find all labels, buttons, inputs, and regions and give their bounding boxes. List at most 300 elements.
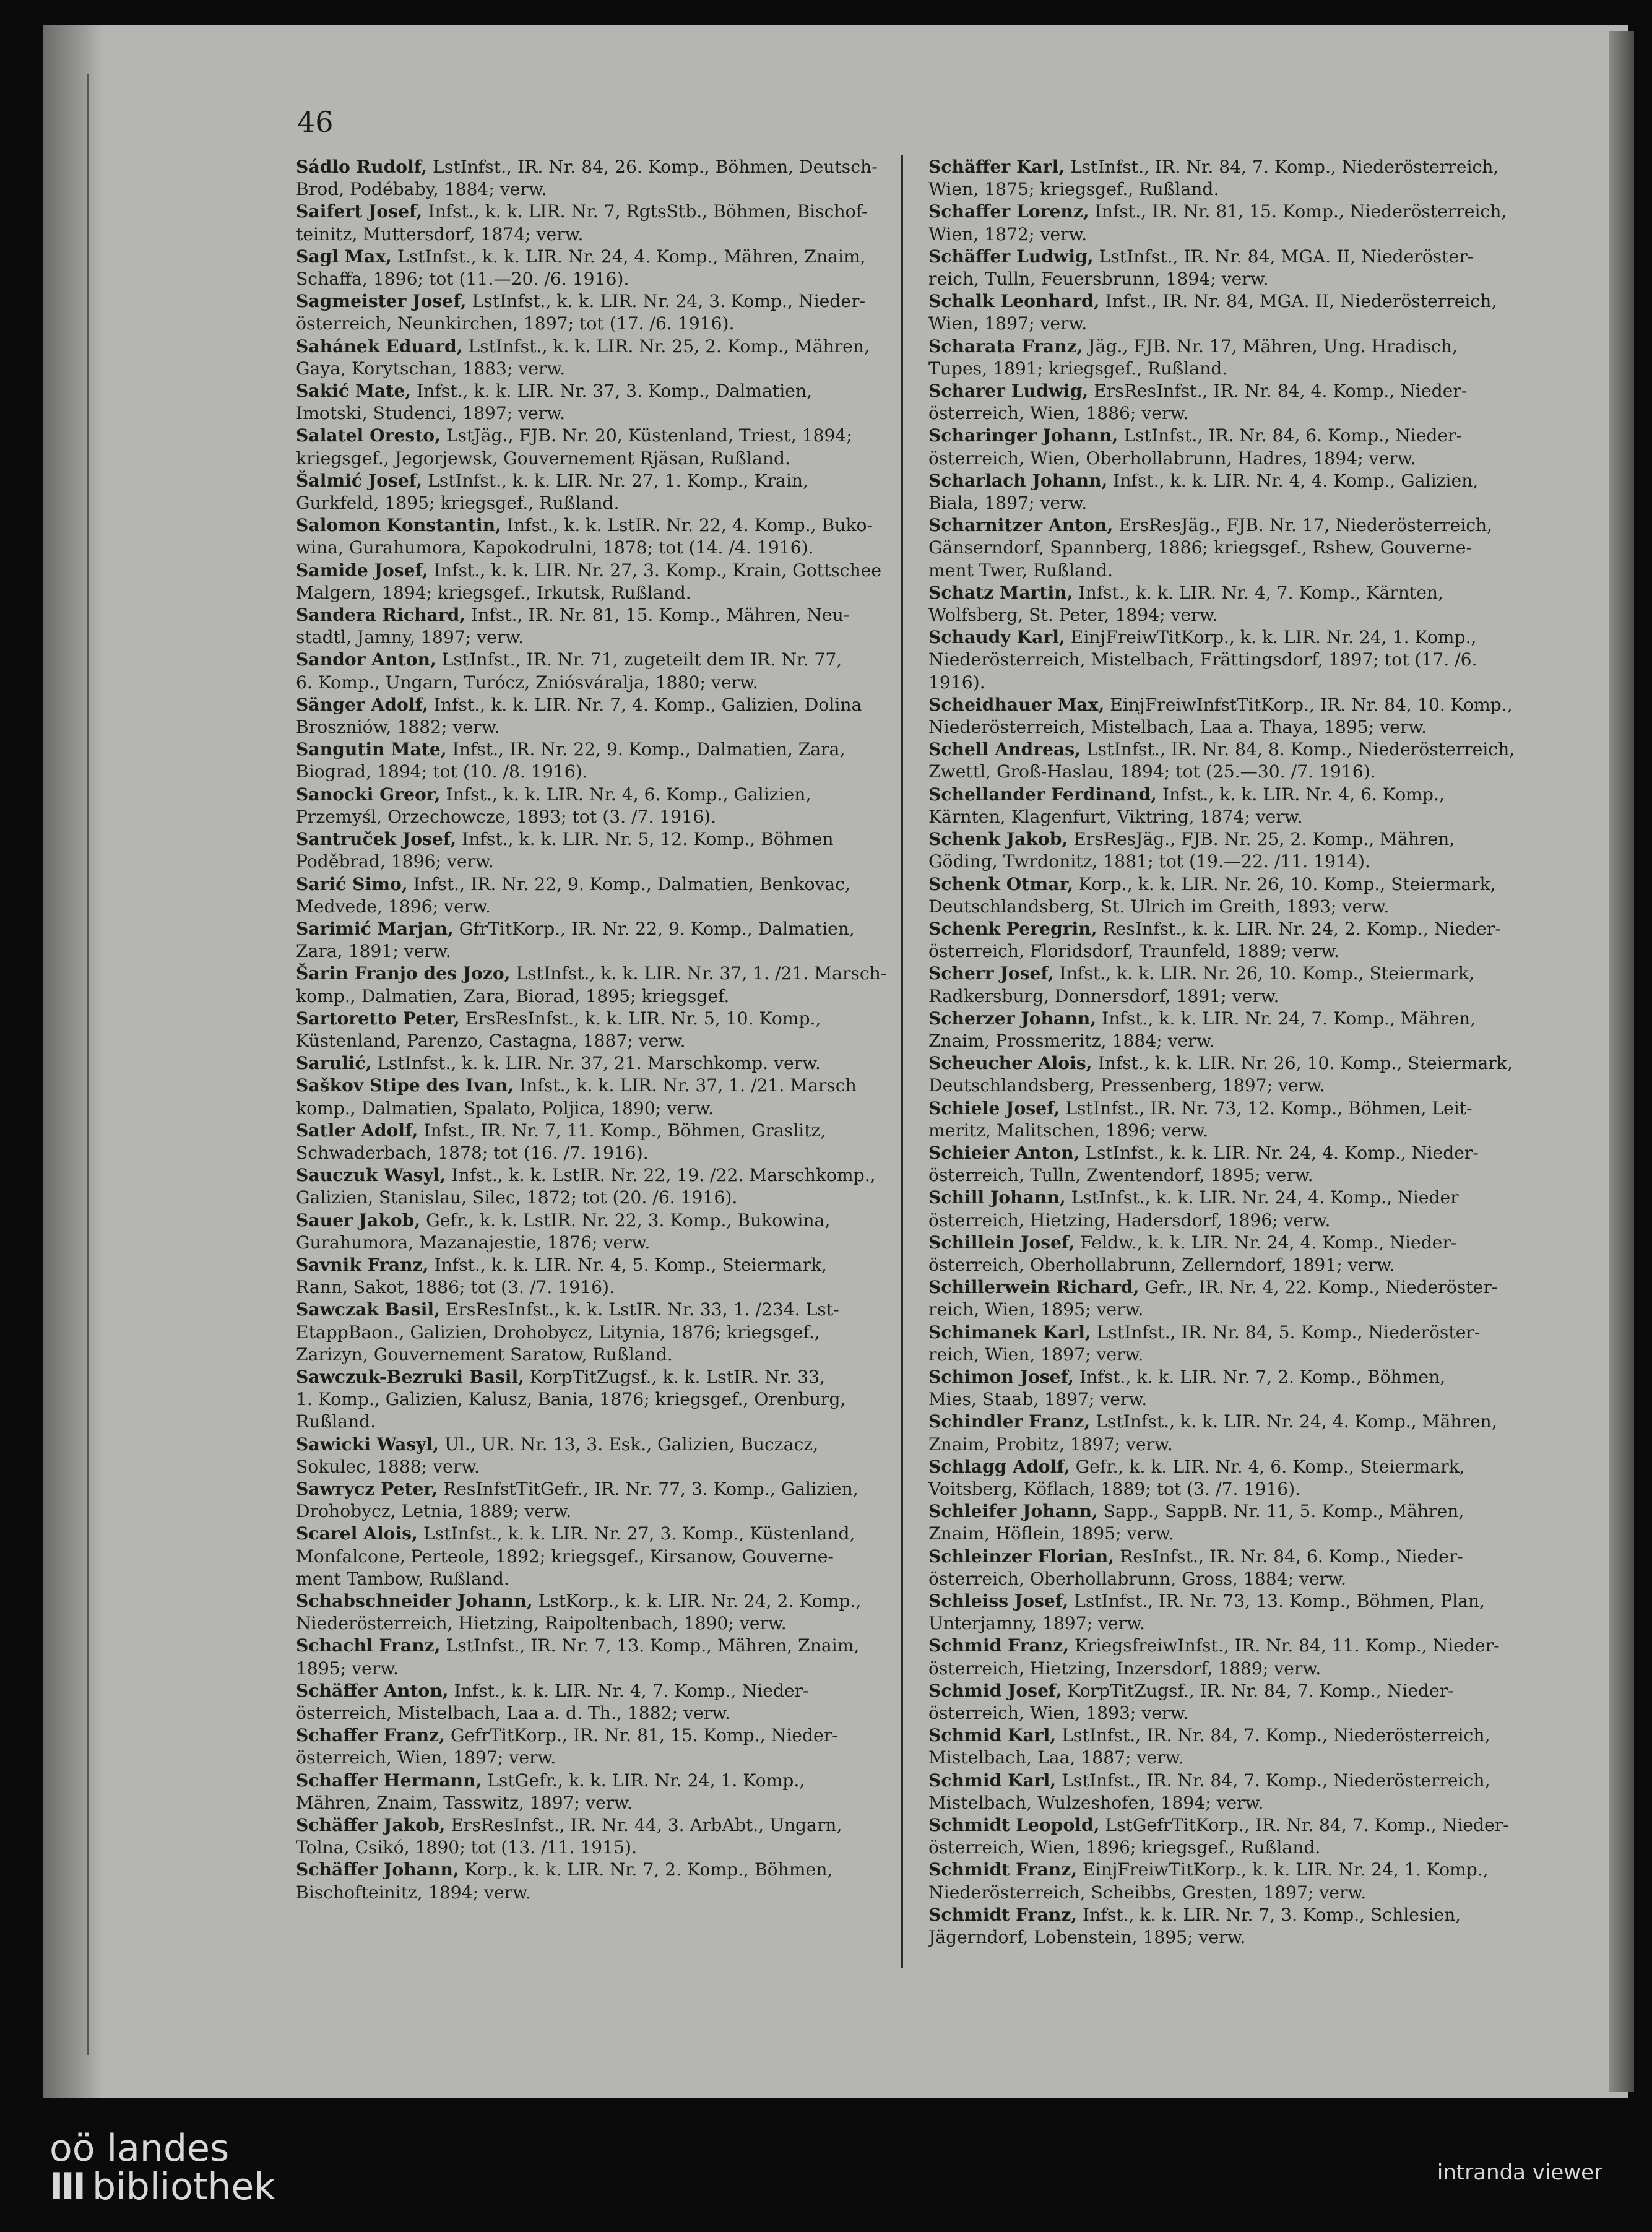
register-entry: [296, 290, 902, 335]
register-entry: [296, 201, 902, 245]
entry-text: ResInfstTitGefr., IR. Nr. 77, 3. Komp., Galizien,: [443, 1478, 858, 1499]
entry-text: Infst., k. k. LstIR. Nr. 22, 4. Komp., Buko-: [506, 515, 873, 536]
entry-name: Sawczuk-Bezruki Basil,: [296, 1366, 524, 1387]
entry-text: Infst., k. k. LIR. Nr. 27, 3. Komp., Krain, Gottschee: [433, 560, 882, 581]
entry-text: Infst., k. k. LIR. Nr. 5, 12. Komp., Böhmen: [462, 829, 834, 850]
register-entry: [928, 246, 1535, 290]
register-entry: [296, 335, 902, 380]
entry-continuation: 1895; verw.: [296, 1658, 399, 1679]
entry-continuation: Deutschlandsberg, Pressenberg, 1897; verw.: [928, 1075, 1325, 1096]
page-edge: [1609, 31, 1634, 2092]
register-entry: [928, 1680, 1535, 1724]
entry-text: ErsResInfst., IR. Nr. 84, 4. Komp., Nieder-: [1094, 381, 1468, 402]
register-entry: [928, 1456, 1535, 1500]
logo-line1: oö landes: [50, 2127, 230, 2170]
entry-continuation: Rann, Sakot, 1886; tot (3. /7. 1916).: [296, 1277, 615, 1298]
entry-text: EinjFreiwTitKorp., k. k. LIR. Nr. 24, 1. Komp.,: [1083, 1859, 1489, 1880]
entry-name: Schellander Ferdinand,: [928, 784, 1157, 805]
entry-text: Infst., k. k. LIR. Nr. 7, 3. Komp., Schlesien,: [1083, 1904, 1461, 1925]
entry-continuation: Unterjamny, 1897; verw.: [928, 1613, 1145, 1634]
entry-continuation: österreich, Floridsdorf, Traunfeld, 1889; verw.: [928, 941, 1339, 962]
entry-name: Sauczuk Wasyl,: [296, 1165, 446, 1186]
entry-text: Infst., k. k. LIR. Nr. 7, 4. Komp., Galizien, Dolina: [433, 694, 862, 715]
entry-continuation: stadtl, Jamny, 1897; verw.: [296, 627, 524, 648]
entry-text: EinjFreiwTitKorp., k. k. LIR. Nr. 24, 1. Komp.,: [1070, 627, 1477, 648]
logo-bars-icon: III: [50, 2165, 84, 2208]
entry-text: ErsResJäg., FJB. Nr. 25, 2. Komp., Mähren,: [1073, 829, 1455, 850]
entry-text: Gefr., IR. Nr. 4, 22. Komp., Niederöster-: [1144, 1277, 1498, 1298]
left-column: [296, 156, 902, 1904]
entry-continuation: Niederösterreich, Scheibbs, Gresten, 1897; verw.: [928, 1882, 1367, 1903]
entry-name: Schäffer Ludwig,: [928, 246, 1094, 267]
register-entry: [928, 694, 1535, 738]
entry-continuation: Znaim, Höflein, 1895; verw.: [928, 1523, 1174, 1544]
register-entry: [296, 1523, 902, 1590]
register-entry: [296, 962, 902, 1007]
entry-continuation: Drohobycz, Letnia, 1889; verw.: [296, 1501, 572, 1522]
register-entry: [296, 784, 902, 828]
entry-continuation: Zarizyn, Gouvernement Saratow, Rußland.: [296, 1344, 673, 1365]
register-entry: [928, 335, 1535, 380]
entry-continuation: österreich, Neunkirchen, 1897; tot (17. /6. 1916).: [296, 313, 735, 334]
entry-continuation: Znaim, Prossmeritz, 1884; verw.: [928, 1030, 1215, 1051]
register-entry: [928, 1904, 1535, 1949]
entry-continuation: Broszniów, 1882; verw.: [296, 717, 500, 738]
entry-name: Salomon Konstantin,: [296, 515, 501, 536]
entry-continuation: österreich, Wien, 1886; verw.: [928, 403, 1189, 424]
register-entry: [296, 1680, 902, 1724]
entry-name: Sawicki Wasyl,: [296, 1434, 439, 1455]
entry-name: Schmid Karl,: [928, 1725, 1057, 1746]
entry-text: ErsResInfst., IR. Nr. 44, 3. ArbAbt., Ungarn,: [451, 1815, 842, 1836]
entry-text: Infst., k. k. LIR. Nr. 26, 10. Komp., Steiermark,: [1097, 1053, 1513, 1074]
viewer-label[interactable]: intranda viewer: [1437, 2160, 1602, 2185]
entry-continuation: Mies, Staab, 1897; verw.: [928, 1389, 1148, 1410]
entry-continuation: österreich, Wien, 1896; kriegsgef., Rußland.: [928, 1837, 1321, 1858]
entry-name: Sagmeister Josef,: [296, 291, 467, 312]
entry-text: LstJäg., FJB. Nr. 20, Küstenland, Triest, 1894;: [446, 425, 852, 446]
register-entry: [296, 738, 902, 783]
entry-continuation: Deutschlandsberg, St. Ulrich im Greith, 1893; verw.: [928, 896, 1390, 917]
entry-continuation: 1. Komp., Galizien, Kalusz, Bania, 1876; kriegsgef., Orenburg,: [296, 1389, 846, 1410]
register-entry: [928, 1142, 1535, 1187]
entry-name: Scharinger Johann,: [928, 425, 1118, 446]
entry-name: Scherr Josef,: [928, 963, 1054, 984]
entry-text: Korp., k. k. LIR. Nr. 26, 10. Komp., Steiermark,: [1079, 873, 1496, 894]
entry-continuation: österreich, Hietzing, Inzersdorf, 1889; verw.: [928, 1658, 1321, 1679]
entry-name: Schindler Franz,: [928, 1411, 1091, 1432]
entry-text: Infst., IR. Nr. 81, 15. Komp., Niederösterreich,: [1094, 201, 1507, 222]
entry-text: LstInfst., IR. Nr. 84, 7. Komp., Niederösterreich,: [1070, 157, 1499, 177]
register-entry: [296, 1120, 902, 1164]
entry-text: KriegsfreiwInfst., IR. Nr. 84, 11. Komp., Nieder-: [1074, 1635, 1500, 1656]
entry-text: LstKorp., k. k. LIR. Nr. 24, 2. Komp.,: [538, 1591, 862, 1611]
entry-name: Schaudy Karl,: [928, 627, 1065, 648]
entry-continuation: 1916).: [928, 672, 985, 693]
register-entry: [296, 1164, 902, 1209]
register-entry: [928, 1097, 1535, 1142]
entry-continuation: Wien, 1875; kriegsgef., Rußland.: [928, 179, 1219, 200]
entry-text: LstInfst., k. k. LIR. Nr. 24, 4. Komp., Mähren, Znaim,: [397, 246, 866, 267]
entry-text: Gefr., k. k. LIR. Nr. 4, 6. Komp., Steiermark,: [1075, 1456, 1465, 1477]
entry-continuation: Rußland.: [296, 1411, 376, 1432]
entry-name: Schaffer Lorenz,: [928, 201, 1089, 222]
entry-text: Infst., k. k. LIR. Nr. 4, 6. Komp.,: [1162, 784, 1445, 805]
entry-continuation: reich, Tulln, Feuersbrunn, 1894; verw.: [928, 269, 1269, 290]
entry-text: LstInfst., k. k. LIR. Nr. 25, 2. Komp., Mähren,: [468, 335, 870, 357]
register-entry: [928, 1724, 1535, 1769]
entry-text: LstInfst., IR. Nr. 84, 26. Komp., Böhmen, Deutsch-: [433, 157, 878, 177]
entry-name: Savnik Franz,: [296, 1254, 429, 1275]
right-column: [928, 156, 1535, 1949]
register-entry: [928, 380, 1535, 425]
entry-name: Schatz Martin,: [928, 582, 1073, 603]
entry-text: LstInfst., IR. Nr. 71, zugeteilt dem IR. Nr. 77,: [441, 649, 842, 670]
register-entry: [928, 626, 1535, 694]
entry-text: LstInfst., IR. Nr. 84, MGA. II, Niederöster-: [1099, 246, 1474, 267]
entry-name: Schäffer Jakob,: [296, 1815, 446, 1836]
entry-text: KorpTitZugsf., IR. Nr. 84, 7. Komp., Nieder-: [1067, 1680, 1454, 1701]
register-entry: [928, 1546, 1535, 1590]
entry-name: Schillein Josef,: [928, 1232, 1075, 1253]
register-entry: [296, 1859, 902, 1903]
register-entry: [928, 1590, 1535, 1635]
register-entry: [296, 380, 902, 425]
entry-name: Sawrycz Peter,: [296, 1478, 438, 1499]
entry-continuation: Wien, 1872; verw.: [928, 223, 1088, 244]
page-binding: [43, 25, 102, 2098]
register-entry: [928, 784, 1535, 828]
register-entry: [928, 1770, 1535, 1814]
register-entry: [928, 1008, 1535, 1052]
entry-text: Sapp., SappB. Nr. 11, 5. Komp., Mähren,: [1103, 1501, 1464, 1522]
entry-continuation: Mistelbach, Laa, 1887; verw.: [928, 1747, 1184, 1768]
entry-continuation: ment Tambow, Rußland.: [296, 1568, 509, 1589]
entry-text: Infst., k. k. LIR. Nr. 4, 6. Komp., Galizien,: [446, 784, 811, 805]
entry-name: Satler Adolf,: [296, 1120, 418, 1141]
entry-continuation: Mistelbach, Wulzeshofen, 1894; verw.: [928, 1792, 1264, 1813]
entry-continuation: Kärnten, Klagenfurt, Viktring, 1874; verw.: [928, 806, 1303, 827]
entry-name: Schenk Otmar,: [928, 873, 1074, 894]
entry-name: Schaffer Hermann,: [296, 1770, 482, 1791]
entry-continuation: Niederösterreich, Hietzing, Raipoltenbach, 1890; verw.: [296, 1613, 787, 1634]
entry-name: Scharlach Johann,: [928, 470, 1108, 491]
entry-text: ErsResInfst., k. k. LstIR. Nr. 33, 1. /234. Lst-: [445, 1299, 839, 1320]
entry-name: Schenk Peregrin,: [928, 918, 1097, 939]
entry-continuation: Znaim, Probitz, 1897; verw.: [928, 1434, 1173, 1455]
register-entry: [928, 918, 1535, 962]
register-entry: [928, 425, 1535, 469]
entry-text: Infst., k. k. LIR. Nr. 4, 5. Komp., Steiermark,: [434, 1254, 827, 1275]
entry-text: ErsResInfst., k. k. LIR. Nr. 5, 10. Komp.,: [465, 1008, 821, 1029]
entry-continuation: Zara, 1891; verw.: [296, 941, 451, 962]
entry-name: Schmid Karl,: [928, 1770, 1057, 1791]
entry-text: LstInfst., k. k. LIR. Nr. 24, 4. Komp., Nieder-: [1085, 1142, 1479, 1163]
entry-text: Korp., k. k. LIR. Nr. 7, 2. Komp., Böhmen,: [464, 1859, 833, 1880]
entry-continuation: Niederösterreich, Mistelbach, Frättingsdorf, 1897; tot (17. /6.: [928, 649, 1477, 670]
entry-continuation: österreich, Oberhollabrunn, Zellerndorf, 1891; verw.: [928, 1254, 1395, 1275]
column-divider: [901, 155, 903, 1968]
entry-continuation: österreich, Wien, 1893; verw.: [928, 1703, 1189, 1724]
register-entry: [928, 470, 1535, 514]
entry-continuation: Sokulec, 1888; verw.: [296, 1456, 480, 1477]
entry-continuation: Bischofteinitz, 1894; verw.: [296, 1882, 531, 1903]
entry-name: Schmidt Leopold,: [928, 1815, 1100, 1836]
entry-text: Infst., k. k. LIR. Nr. 37, 1. /21. Marsch: [519, 1075, 857, 1096]
register-entry: [296, 1635, 902, 1679]
entry-text: LstInfst., k. k. LIR. Nr. 27, 3. Komp., Küstenland,: [423, 1523, 855, 1544]
entry-text: LstInfst., IR. Nr. 84, 6. Komp., Nieder-: [1123, 425, 1463, 446]
entry-continuation: österreich, Hietzing, Hadersdorf, 1896; verw.: [928, 1209, 1331, 1231]
entry-continuation: österreich, Wien, 1897; verw.: [296, 1747, 556, 1768]
entry-continuation: 6. Komp., Ungarn, Turócz, Zniósváralja, 1880; verw.: [296, 672, 758, 693]
entry-text: Gefr., k. k. LstIR. Nr. 22, 3. Komp., Bukowina,: [426, 1209, 831, 1231]
entry-continuation: Gänserndorf, Spannberg, 1886; kriegsgef., Rshew, Gouverne-: [928, 537, 1473, 558]
entry-name: Scharer Ludwig,: [928, 381, 1089, 402]
entry-continuation: teinitz, Muttersdorf, 1874; verw.: [296, 223, 584, 244]
entry-text: LstInfst., k. k. LIR. Nr. 24, 4. Komp., Mähren,: [1096, 1411, 1497, 1432]
entry-continuation: Voitsberg, Köflach, 1889; tot (3. /7. 1916).: [928, 1478, 1301, 1499]
register-entry: [928, 1366, 1535, 1411]
entry-text: LstInfst., k. k. LIR. Nr. 37, 1. /21. Marsch-: [516, 963, 887, 984]
entry-text: KorpTitZugsf., k. k. LstIR. Nr. 33,: [529, 1366, 826, 1387]
entry-name: Sauer Jakob,: [296, 1209, 421, 1231]
entry-continuation: Biala, 1897; verw.: [928, 493, 1088, 514]
register-entry: [296, 918, 902, 962]
entry-continuation: österreich, Tulln, Zwentendorf, 1895; verw.: [928, 1165, 1313, 1186]
entry-name: Santruček Josef,: [296, 829, 457, 850]
register-entry: [928, 1859, 1535, 1903]
entry-name: Sawczak Basil,: [296, 1299, 440, 1320]
entry-continuation: Küstenland, Parenzo, Castagna, 1887; verw.: [296, 1030, 686, 1051]
entry-name: Sádlo Rudolf,: [296, 157, 428, 177]
register-entry: [296, 1590, 902, 1635]
entry-continuation: Schwaderbach, 1878; tot (16. /7. 1916).: [296, 1142, 649, 1163]
entry-text: Infst., k. k. LIR. Nr. 26, 10. Komp., Steiermark,: [1059, 963, 1475, 984]
register-entry: [928, 1276, 1535, 1321]
register-entry: [296, 1478, 902, 1523]
entry-text: LstInfst., k. k. LIR. Nr. 27, 1. Komp., Krain,: [428, 470, 808, 491]
entry-text: Infst., k. k. LIR. Nr. 37, 3. Komp., Dalmatien,: [417, 381, 813, 402]
entry-continuation: wina, Gurahumora, Kapokodrulni, 1878; tot (14. /4. 1916).: [296, 537, 814, 558]
entry-text: LstInfst., IR. Nr. 73, 12. Komp., Böhmen, Leit-: [1065, 1097, 1473, 1118]
entry-continuation: Gaya, Korytschan, 1883; verw.: [296, 358, 566, 379]
entry-continuation: Galizien, Stanislau, Silec, 1872; tot (20. /6. 1916).: [296, 1187, 738, 1208]
register-entry: [296, 1299, 902, 1366]
entry-continuation: Gurkfeld, 1895; kriegsgef., Rußland.: [296, 493, 620, 514]
entry-name: Scherzer Johann,: [928, 1008, 1097, 1029]
register-entry: [296, 514, 902, 559]
register-entry: [928, 1814, 1535, 1859]
entry-name: Schimon Josef,: [928, 1366, 1074, 1387]
register-entry: [928, 1232, 1535, 1276]
entry-name: Sänger Adolf,: [296, 694, 428, 715]
register-entry: [296, 156, 902, 201]
register-entry: [296, 828, 902, 873]
entry-text: Infst., IR. Nr. 22, 9. Komp., Dalmatien, Zara,: [452, 739, 845, 760]
entry-text: Infst., IR. Nr. 81, 15. Komp., Mähren, Neu-: [471, 605, 850, 626]
register-entry: [928, 962, 1535, 1007]
entry-continuation: reich, Wien, 1895; verw.: [928, 1299, 1144, 1320]
entry-text: Infst., IR. Nr. 84, MGA. II, Niederösterreich,: [1105, 291, 1497, 312]
register-entry: [296, 1075, 902, 1119]
register-entry: [928, 1411, 1535, 1455]
entry-continuation: Przemyśl, Orzechowcze, 1893; tot (3. /7. 1916).: [296, 806, 717, 827]
entry-continuation: Jägerndorf, Lobenstein, 1895; verw.: [928, 1927, 1246, 1948]
entry-continuation: Biograd, 1894; tot (10. /8. 1916).: [296, 761, 588, 782]
entry-text: Infst., k. k. LIR. Nr. 4, 4. Komp., Galizien,: [1113, 470, 1479, 491]
register-entry: [296, 1724, 902, 1769]
register-entry: [296, 1770, 902, 1814]
entry-name: Salatel Oresto,: [296, 425, 441, 446]
register-entry: [928, 582, 1535, 626]
register-entry: [296, 246, 902, 290]
entry-name: Scheucher Alois,: [928, 1053, 1092, 1074]
entry-name: Schmidt Franz,: [928, 1904, 1078, 1925]
entry-continuation: Niederösterreich, Mistelbach, Laa a. Thaya, 1895; verw.: [928, 717, 1427, 738]
entry-text: LstGefr., k. k. LIR. Nr. 24, 1. Komp.,: [487, 1770, 805, 1791]
entry-name: Schabschneider Johann,: [296, 1591, 533, 1611]
entry-continuation: Zwettl, Groß-Haslau, 1894; tot (25.—30. /7. 1916).: [928, 761, 1376, 782]
entry-name: Saškov Stipe des Ivan,: [296, 1075, 514, 1096]
entry-name: Schachl Franz,: [296, 1635, 441, 1656]
register-entry: [928, 1052, 1535, 1097]
entry-continuation: komp., Dalmatien, Spalato, Poljica, 1890; verw.: [296, 1097, 714, 1118]
entry-text: Infst., k. k. LIR. Nr. 4, 7. Komp., Kärnten,: [1078, 582, 1444, 603]
entry-continuation: Mähren, Znaim, Tasswitz, 1897; verw.: [296, 1792, 633, 1813]
register-entry: [928, 201, 1535, 245]
entry-continuation: ment Twer, Rußland.: [928, 560, 1113, 581]
register-entry: [296, 1052, 902, 1075]
entry-text: Infst., IR. Nr. 7, 11. Komp., Böhmen, Graslitz,: [423, 1120, 826, 1141]
register-entry: [928, 1500, 1535, 1545]
entry-text: Infst., k. k. LstIR. Nr. 22, 19. /22. Marschkomp.,: [451, 1165, 876, 1186]
entry-continuation: Radkersburg, Donnersdorf, 1891; verw.: [928, 985, 1279, 1006]
entry-name: Schell Andreas,: [928, 739, 1081, 760]
entry-text: LstInfst., IR. Nr. 7, 13. Komp., Mähren, Znaim,: [446, 1635, 860, 1656]
entry-name: Scharata Franz,: [928, 335, 1083, 357]
entry-name: Sarimić Marjan,: [296, 918, 454, 939]
entry-name: Scarel Alois,: [296, 1523, 418, 1544]
entry-continuation: komp., Dalmatien, Zara, Biorad, 1895; kriegsgef.: [296, 985, 730, 1006]
register-entry: [296, 560, 902, 604]
entry-text: EinjFreiwInfstTitKorp., IR. Nr. 84, 10. Komp.,: [1110, 694, 1513, 715]
entry-name: Sandor Anton,: [296, 649, 436, 670]
register-entry: [928, 873, 1535, 918]
entry-text: GefrTitKorp., IR. Nr. 81, 15. Komp., Nieder-: [450, 1725, 838, 1746]
entry-text: Jäg., FJB. Nr. 17, Mähren, Ung. Hradisch,: [1088, 335, 1458, 357]
entry-continuation: österreich, Wien, Oberhollabrunn, Hadres, 1894; verw.: [928, 448, 1416, 469]
entry-name: Samide Josef,: [296, 560, 428, 581]
register-entry: [296, 425, 902, 469]
entry-continuation: EtappBaon., Galizien, Drohobycz, Litynia, 1876; kriegsgef.,: [296, 1321, 820, 1343]
entry-name: Schaffer Franz,: [296, 1725, 445, 1746]
entry-text: LstInfst., IR. Nr. 84, 5. Komp., Niederöster-: [1096, 1321, 1481, 1343]
register-entry: [928, 156, 1535, 201]
entry-name: Schäffer Anton,: [296, 1680, 449, 1701]
entry-name: Sahánek Eduard,: [296, 335, 463, 357]
entry-name: Schlagg Adolf,: [928, 1456, 1070, 1477]
entry-continuation: meritz, Malitschen, 1896; verw.: [928, 1120, 1209, 1141]
entry-continuation: Malgern, 1894; kriegsgef., Irkutsk, Rußland.: [296, 582, 691, 603]
entry-name: Scharnitzer Anton,: [928, 515, 1114, 536]
entry-name: Scheidhauer Max,: [928, 694, 1105, 715]
entry-continuation: Göding, Twrdonitz, 1881; tot (19.—22. /11. 1914).: [928, 851, 1370, 872]
entry-name: Sartoretto Peter,: [296, 1008, 460, 1029]
entry-name: Schleifer Johann,: [928, 1501, 1098, 1522]
entry-continuation: Poděbrad, 1896; verw.: [296, 851, 494, 872]
entry-text: LstInfst., k. k. LIR. Nr. 24, 3. Komp., Nieder-: [472, 291, 866, 312]
entry-name: Schleinzer Florian,: [928, 1546, 1115, 1567]
library-logo[interactable]: [50, 2129, 275, 2206]
register-entry: [296, 1434, 902, 1478]
entry-name: Schill Johann,: [928, 1187, 1066, 1208]
entry-continuation: Brod, Podébaby, 1884; verw.: [296, 179, 547, 200]
entry-continuation: Tupes, 1891; kriegsgef., Rußland.: [928, 358, 1228, 379]
entry-name: Schäffer Karl,: [928, 157, 1065, 177]
register-entry: [928, 1321, 1535, 1366]
register-entry: [296, 1209, 902, 1254]
entry-continuation: kriegsgef., Jegorjewsk, Gouvernement Rjäsan, Rußland.: [296, 448, 790, 469]
register-entry: [296, 1366, 902, 1434]
entry-continuation: Schaffa, 1896; tot (11.—20. /6. 1916).: [296, 269, 629, 290]
register-entry: [296, 649, 902, 693]
entry-name: Schieier Anton,: [928, 1142, 1080, 1163]
entry-text: LstInfst., k. k. LIR. Nr. 24, 4. Komp., Nieder: [1071, 1187, 1459, 1208]
entry-continuation: Tolna, Csikó, 1890; tot (13. /11. 1915).: [296, 1837, 638, 1858]
register-entry: [296, 604, 902, 649]
entry-text: LstInfst., IR. Nr. 84, 7. Komp., Niederösterreich,: [1062, 1770, 1490, 1791]
entry-continuation: Gurahumora, Mazanajestie, 1876; verw.: [296, 1232, 651, 1253]
register-entry: [928, 738, 1535, 783]
register-entry: [296, 1254, 902, 1299]
entry-text: LstInfst., IR. Nr. 84, 8. Komp., Niederösterreich,: [1086, 739, 1515, 760]
entry-continuation: Monfalcone, Perteole, 1892; kriegsgef., Kirsanow, Gouverne-: [296, 1546, 834, 1567]
entry-text: ResInfst., IR. Nr. 84, 6. Komp., Nieder-: [1120, 1546, 1463, 1567]
entry-text: Infst., k. k. LIR. Nr. 7, 2. Komp., Böhmen,: [1079, 1366, 1446, 1387]
register-entry: [928, 1187, 1535, 1231]
entry-text: LstGefrTitKorp., IR. Nr. 84, 7. Komp., Nieder-: [1105, 1815, 1509, 1836]
entry-continuation: Imotski, Studenci, 1897; verw.: [296, 403, 566, 424]
entry-text: Infst., IR. Nr. 22, 9. Komp., Dalmatien, Benkovac,: [413, 873, 850, 894]
entry-text: Infst., k. k. LIR. Nr. 7, RgtsStb., Böhmen, Bischof-: [428, 201, 868, 222]
register-entry: [928, 514, 1535, 582]
entry-continuation: reich, Wien, 1897; verw.: [928, 1344, 1144, 1365]
page-number: 46: [297, 105, 334, 139]
entry-continuation: österreich, Oberhollabrunn, Gross, 1884; verw.: [928, 1568, 1346, 1589]
entry-name: Schiele Josef,: [928, 1097, 1060, 1118]
logo-line2: bibliothek: [92, 2165, 276, 2208]
register-entry: [296, 694, 902, 738]
register-entry: [928, 290, 1535, 335]
register-entry: [296, 873, 902, 918]
entry-text: LstInfst., IR. Nr. 84, 7. Komp., Niederösterreich,: [1062, 1725, 1490, 1746]
entry-name: Sarulić,: [296, 1053, 372, 1074]
entry-text: Ul., UR. Nr. 13, 3. Esk., Galizien, Buczacz,: [444, 1434, 819, 1455]
entry-name: Šalmić Josef,: [296, 470, 423, 491]
entry-text: ResInfst., k. k. LIR. Nr. 24, 2. Komp., Nieder-: [1102, 918, 1501, 939]
register-entry: [928, 1635, 1535, 1679]
binding-crease: [87, 74, 89, 2055]
entry-name: Schalk Leonhard,: [928, 291, 1100, 312]
entry-continuation: österreich, Mistelbach, Laa a. d. Th., 1882; verw.: [296, 1703, 730, 1724]
register-entry: [296, 1008, 902, 1052]
entry-continuation: Wolfsberg, St. Peter, 1894; verw.: [928, 605, 1218, 626]
entry-continuation: Wien, 1897; verw.: [928, 313, 1088, 334]
entry-text: GfrTitKorp., IR. Nr. 22, 9. Komp., Dalmatien,: [459, 918, 855, 939]
entry-text: LstInfst., k. k. LIR. Nr. 37, 21. Marschkomp. verw.: [377, 1053, 821, 1074]
entry-text: LstInfst., IR. Nr. 73, 13. Komp., Böhmen, Plan,: [1074, 1591, 1486, 1611]
